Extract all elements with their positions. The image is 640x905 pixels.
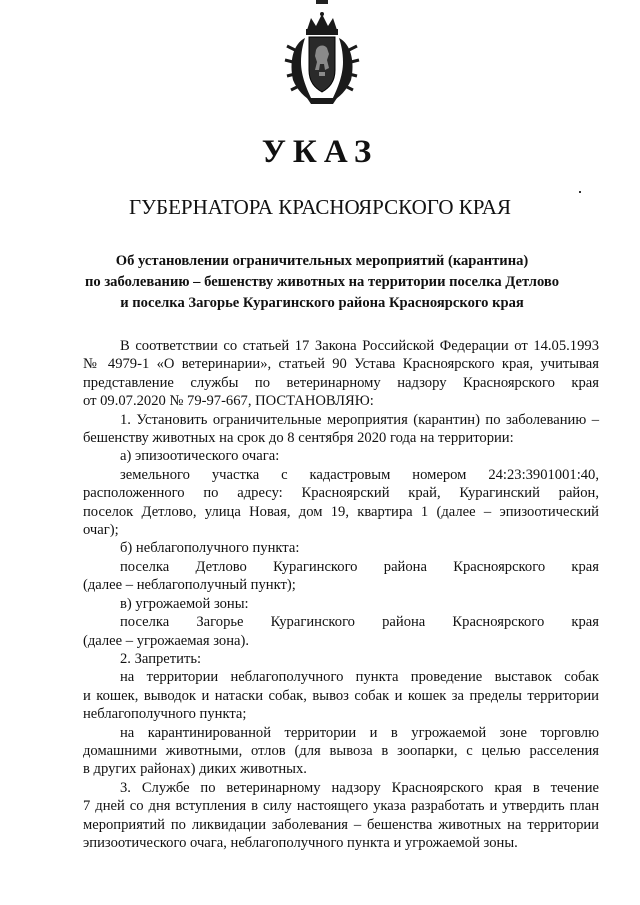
title-line: Об установлении ограничительных мероприятий (карантина) [115, 253, 529, 269]
item-2a-line: и кошек, выводок и натаски собак, вывоз собак и кошек за пределы территории [83, 687, 599, 704]
item-2a-line: на территории неблагополучного пункта проведение выставок собак [120, 669, 599, 686]
preamble-line: № 4979-1 «О ветеринарии», статьей 90 Устава Красноярского края, учитывая [83, 356, 599, 373]
document-body [83, 337, 599, 852]
item-2b-line: на карантинированной территории и в угрожаемой зоне торговлю [120, 724, 599, 741]
item-1a-line: поселок Детлово, улица Новая, дом 19, квартира 1 (далее – эпизоотический [83, 503, 599, 520]
preamble-line: от 09.07.2020 № 79-97-667, ПОСТАНОВЛЯЮ: [83, 393, 374, 410]
item-2-heading: 2. Запретить: [120, 650, 202, 667]
document-title [40, 251, 604, 314]
item-2a-line: неблагополучного пункта; [83, 706, 247, 723]
issuer-heading: ГУБЕРНАТОРА КРАСНОЯРСКОГО КРАЯ [129, 195, 511, 219]
item-1a-line: земельного участка с кадастровым номером 24:23:3901001:40, [120, 466, 599, 483]
item-3-line: мероприятий по ликвидации заболевания – бешенства животных на территории [83, 816, 599, 833]
item-1-line: бешенству животных на срок до 8 сентября 2020 года на территории: [83, 430, 514, 447]
item-1b-line: (далее – неблагополучный пункт); [83, 577, 296, 594]
item-3-line: 7 дней со дня вступления в силу настоящего указа разработать и утвердить план [83, 798, 599, 815]
title-line: и поселка Загорье Курагинского района Красноярского края [120, 295, 524, 311]
item-1b-heading: б) неблагополучного пункта: [120, 540, 300, 557]
preamble-line: В соответствии со статьей 17 Закона Российской Федерации от 14.05.1993 [120, 338, 599, 354]
document-type-heading: УКАЗ [261, 134, 379, 170]
item-1a-heading: а) эпизоотического очага: [120, 448, 280, 465]
item-1a-line: расположенного по адресу: Красноярский край, Курагинский район, [83, 485, 599, 502]
krasnoyarsk-coat-of-arms-icon [283, 10, 361, 108]
item-1b-line: поселка Детлово Курагинского района Красноярского края [120, 558, 599, 575]
title-line: по заболеванию – бешенству животных на территории поселка Детлово [84, 274, 560, 290]
scan-dot [579, 191, 581, 193]
preamble-line: представление службы по ветеринарному надзору Красноярского края [83, 374, 599, 391]
scan-mark [316, 0, 328, 4]
item-2b-line: в других районах) диких животных. [83, 761, 307, 778]
item-2b-line: домашними животными, отлов (для вывоза в зоопарки, с целью расселения [83, 742, 599, 759]
item-3-line: 3. Службе по ветеринарному надзору Красноярского края в течение [120, 779, 599, 796]
item-1c-line: поселка Загорье Курагинского района Красноярского края [120, 614, 599, 631]
item-3-line: эпизоотического очага, неблагополучного пункта и угрожаемой зоны. [83, 834, 518, 851]
item-1c-heading: в) угрожаемой зоны: [120, 595, 249, 612]
item-1a-line: очаг); [83, 522, 119, 539]
item-1-line: 1. Установить ограничительные мероприятия (карантин) по заболеванию – [120, 411, 599, 428]
item-1c-line: (далее – угрожаемая зона). [83, 632, 250, 649]
